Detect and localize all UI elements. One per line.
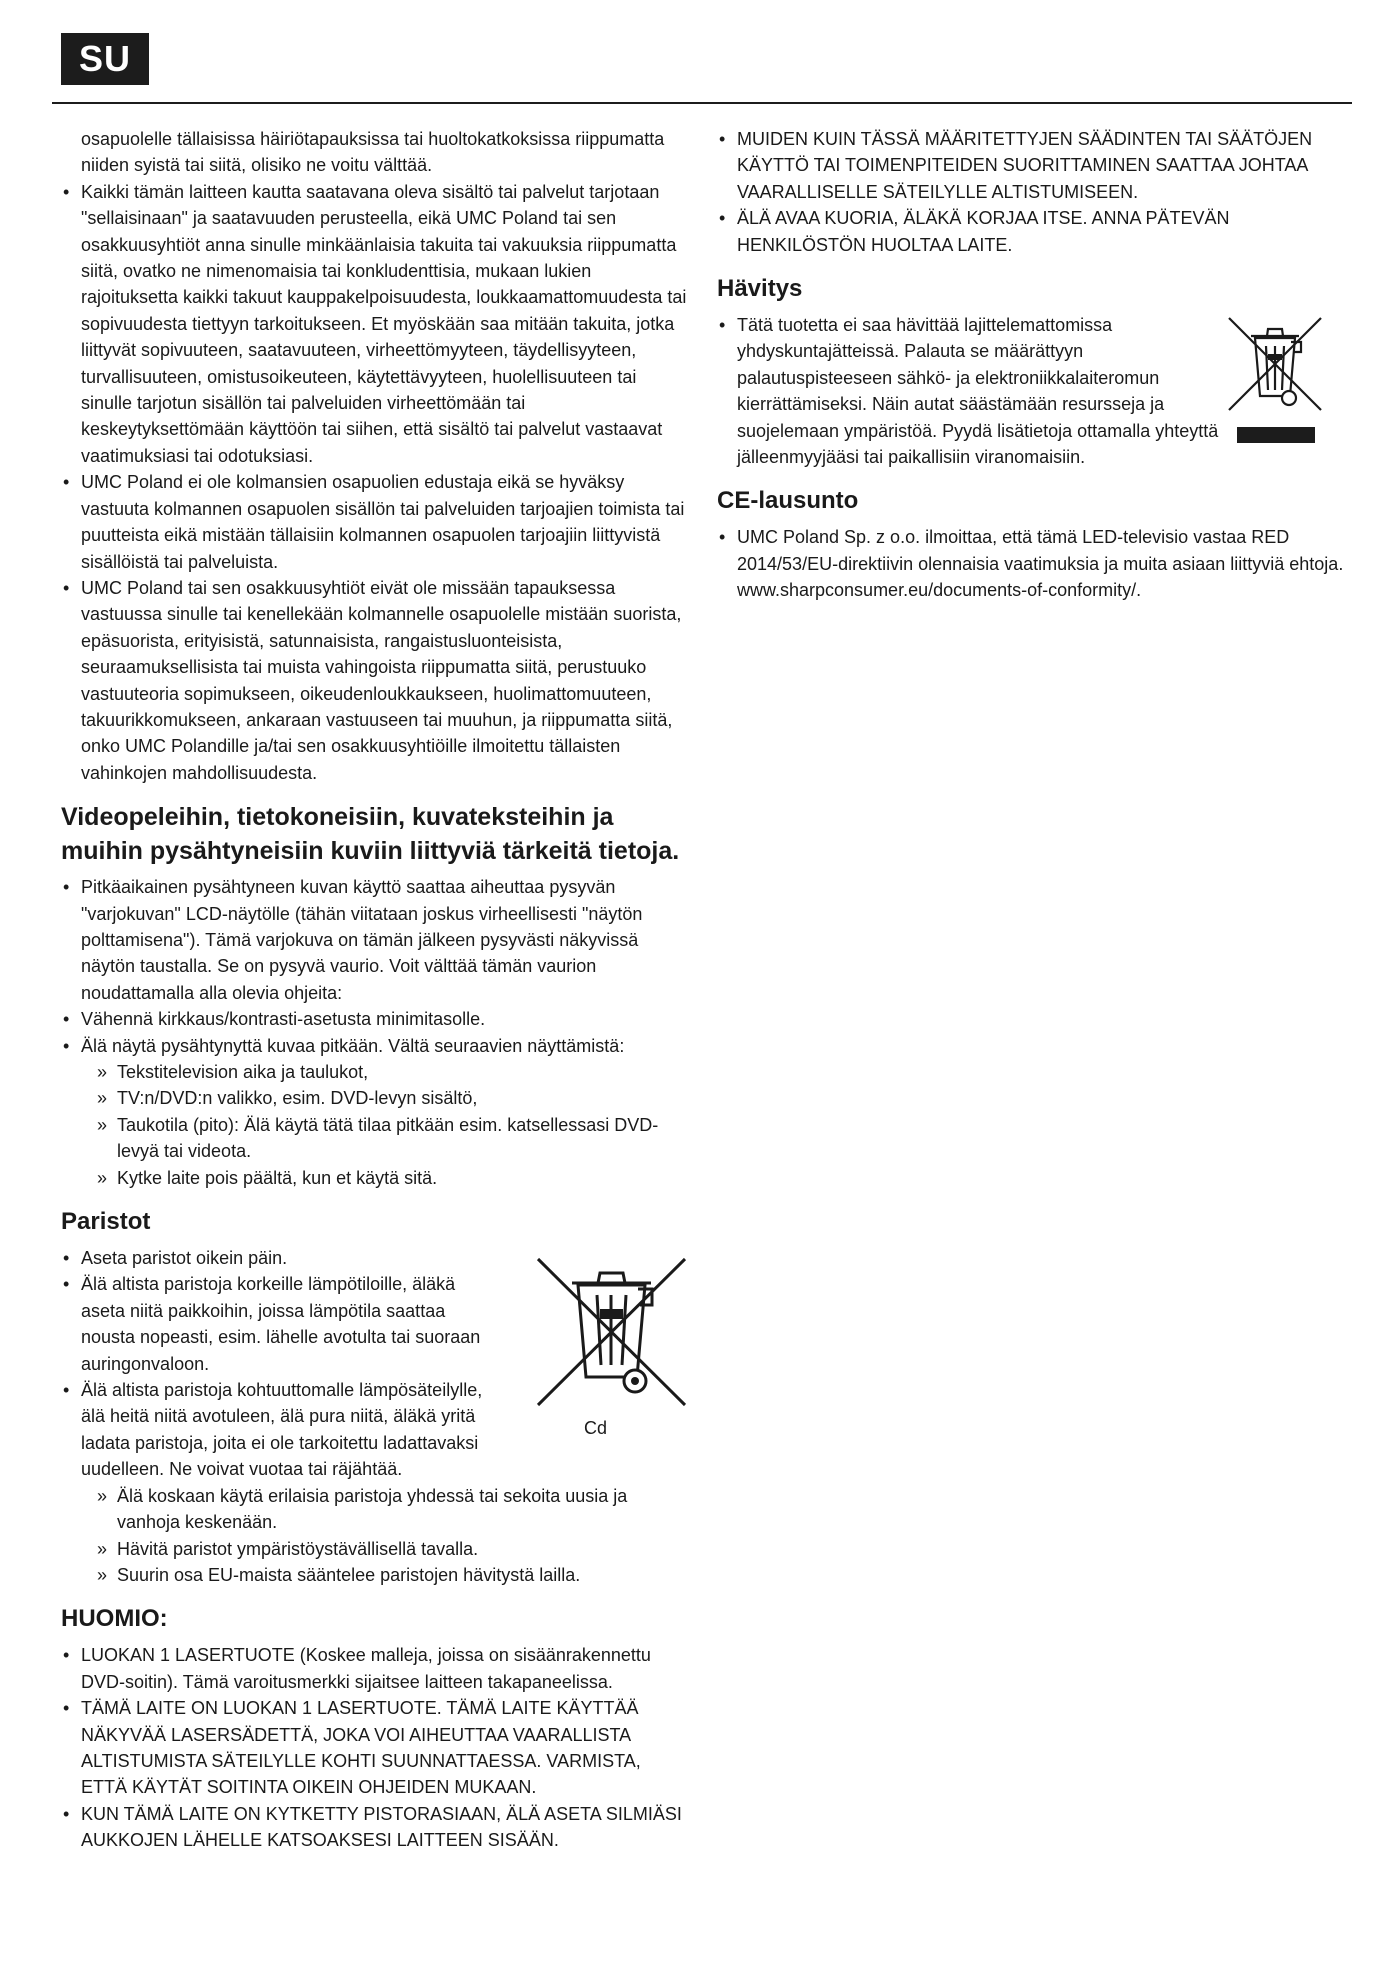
battery-sub-list: [61, 1483, 689, 1589]
ce-heading: CE-lausunto: [717, 487, 859, 515]
header-divider: [52, 102, 1352, 104]
disposal-block: [717, 312, 1347, 470]
list-item: • KUN TÄMÄ LAITE ON KYTKETTY PISTORASIAAN, ÄLÄ ASETA SILMIÄSI AUKKOJEN LÄHELLE KATSOAKSESI LAITTEEN SISÄÄN.: [61, 1801, 689, 1854]
list-item: • ÄLÄ AVAA KUORIA, ÄLÄKÄ KORJAA ITSE. ANNA PÄTEVÄN HENKILÖSTÖN HUOLTAA LAITE.: [717, 205, 1347, 258]
battery-bullet-list: [61, 1245, 501, 1483]
laser-warning-list: [717, 126, 1347, 258]
list-item: • Pitkäaikainen pysähtyneen kuvan käyttö saattaa aiheuttaa pysyvän "varjokuvan" LCD-näytölle (tähän viitataan joskus virheellisesti "näytön polttamisena"). Tämä varjokuva on tämän jälkeen pysyvästi näkyvissä näytön taustalla. Se on pysyvä vaurio. Voit välttää tämän vaurion noudattamalla alla olevia ohjeita:: [61, 874, 689, 1006]
list-item: • UMC Poland Sp. z o.o. ilmoittaa, että tämä LED-televisio vastaa RED 2014/53/EU-direktiivin olennaisia vaatimuksia ja muita asiaan liittyviä ehtoja. www.sharpconsumer.eu/documents-of-conformity/.: [717, 524, 1347, 603]
language-badge: SU: [61, 33, 149, 85]
sub-list-item: » Hävitä paristot ympäristöystävällisellä tavalla.: [97, 1536, 689, 1562]
disposal-bullet-list: [717, 312, 1225, 470]
sub-list-item: » Suurin osa EU-maista sääntelee paristojen hävitystä lailla.: [97, 1562, 689, 1588]
ce-bullet-list: [717, 524, 1347, 603]
video-sub-list: [61, 1059, 689, 1191]
intro-continuation: osapuolelle tällaisissa häiriötapauksissa tai huoltokatkoksissa riippumatta niiden syistä tai siitä, olisiko ne voitu välttää.: [81, 129, 665, 176]
list-item: • TÄMÄ LAITE ON LUOKAN 1 LASERTUOTE. TÄMÄ LAITE KÄYTTÄÄ NÄKYVÄÄ LASERSÄDETTÄ, JOKA VOI AIHEUTTAA VAARALLISTA ALTISTUMISTA SÄTEILYLLE KOHTI SUUNNATTAESSA. VARMISTA, ETTÄ KÄYTÄT SOITINTA OIKEIN OHJEIDEN MUKAAN.: [61, 1695, 689, 1801]
crossed-bin-weee-icon: [1225, 314, 1325, 443]
list-item: • UMC Poland tai sen osakkuusyhtiöt eivät ole missään tapauksessa vastuussa sinulle tai kenellekään kolmannelle osapuolelle mistään suorista, epäsuorista, erityisistä, satunnaisista, rangaistusluonteisista, seuraamuksellisista tai muista vahingoista riippumatta siitä, perustuuko vastuuteoria sopimukseen, oikeudenloukkaukseen, huolimattomuuteen, takuurikkomukseen, ankaraan vastuuseen tai muuhun, ja riippumatta siitä, onko UMC Polandille ja/tai sen osakkuusyhtiöille ilmoitettu tällaisten vahinkojen mahdollisuudesta.: [61, 575, 689, 786]
list-item: • Vähennä kirkkaus/kontrasti-asetusta minimitasolle.: [61, 1006, 689, 1032]
list-item: • Tätä tuotetta ei saa hävittää lajittelemattomissa yhdyskuntajätteissä. Palauta se määrättyyn palautuspisteeseen sähkö- ja elektroniikkalaiteromun kierrättämiseksi. Näin autat säästämään resursseja ja suojelemaan ympäristöä. Pyydä lisätietoja ottamalla yhteyttä jälleenmyyjääsi tai paikallisiin viranomaisiin.: [717, 312, 1225, 470]
video-section-heading: Videopeleihin, tietokoneisiin, kuvateksteihin ja muihin pysähtyneisiin kuviin liittyviä tärkeitä tietoja.: [61, 803, 680, 866]
list-item: • UMC Poland ei ole kolmansien osapuolien edustaja eikä se hyväksy vastuuta kolmannen osapuolen sisällön tai palveluiden tarjoajien toimista tai puutteista eikä mistään tällaisiin kolmannen osapuolen tarjoajiin liittyvistä sisällöistä tai palveluista.: [61, 469, 689, 575]
caution-bullet-list: [61, 1642, 689, 1853]
list-item: • Älä näytä pysähtynyttä kuvaa pitkään. Vältä seuraavien näyttämistä:: [61, 1033, 689, 1059]
video-bullet-list: [61, 874, 689, 1059]
list-item: • LUOKAN 1 LASERTUOTE (Koskee malleja, joissa on sisäänrakennettu DVD-soitin). Tämä varoitusmerkki sijaitsee laitteen takapaneelissa.: [61, 1642, 689, 1695]
battery-section-heading: Paristot: [61, 1208, 151, 1236]
sub-list-item: » Kytke laite pois päältä, kun et käytä sitä.: [97, 1165, 689, 1191]
battery-block: [61, 1245, 689, 1483]
sub-list-item: » Taukotila (pito): Älä käytä tätä tilaa pitkään esim. katsellessasi DVD-levyä tai videota.: [97, 1112, 689, 1165]
list-item: • MUIDEN KUIN TÄSSÄ MÄÄRITETTYJEN SÄÄDINTEN TAI SÄÄTÖJEN KÄYTTÖ TAI TOIMENPITEIDEN SUORITTAMINEN SAATTAA JOHTAA VAARALLISELLE SÄTEILYLLE ALTISTUMISEEN.: [717, 126, 1347, 205]
sub-list-item: » TV:n/DVD:n valikko, esim. DVD-levyn sisältö,: [97, 1085, 689, 1111]
list-item: • Kaikki tämän laitteen kautta saatavana oleva sisältö tai palvelut tarjotaan "sellaisinaan" ja saatavuuden perusteella, eikä UMC Poland tai sen osakkuusyhtiöt anna sinulle minkäänlaisia takuita tai vakuuksia riippumatta siitä, ovatko ne nimenomaisia tai konkludenttisia, mukaan lukien rajoituksetta kaikki takuut kauppakelpoisuudesta, loukkaamattomuudesta tai sopivuudesta tiettyyn tarkoitukseen. Et myöskään saa mitään takuita, jotka liittyvät sopivuuteen, saatavuuteen, virheettömyyteen, täydellisyyteen, turvallisuuteen, omistusoikeuteen, käytettävyyteen, huolellisuuteen tai sinulle tarjotun sisällön tai palveluiden virheettömään tai keskeytyksettömään käyttöön tai siihen, että sisältö tai palvelut vastaavat vaatimuksiasi tai odotuksiasi.: [61, 179, 689, 469]
right-column: [717, 126, 1347, 604]
list-item: • Älä altista paristoja korkeille lämpötiloille, äläkä aseta niitä paikkoihin, joissa lämpötila saattaa nousta nopeasti, esim. lähelle avotulta tai suoraan auringonvaloon.: [61, 1271, 501, 1377]
caution-heading: HUOMIO:: [61, 1605, 168, 1633]
crossed-bin-cd-icon: [534, 1253, 689, 1439]
sub-list-item: » Älä koskaan käytä erilaisia paristoja yhdessä tai sekoita uusia ja vanhoja keskenään.: [97, 1483, 689, 1536]
list-item: • Aseta paristot oikein päin.: [61, 1245, 501, 1271]
sub-list-item: » Tekstitelevision aika ja taulukot,: [97, 1059, 689, 1085]
intro-bullet-list: [61, 179, 689, 786]
list-item: • Älä altista paristoja kohtuuttomalle lämpösäteilylle, älä heitä niitä avotuleen, älä pura niitä, äläkä yritä ladata paristoja, joita ei ole tarkoitettu ladattavaksi uudelleen. Ne voivat vuotaa tai räjähtää.: [61, 1377, 501, 1483]
disposal-heading: Hävitys: [717, 275, 803, 303]
weee-black-bar: [1237, 427, 1315, 443]
left-column: [61, 126, 689, 1854]
bin-caption: Cd: [583, 1418, 607, 1439]
